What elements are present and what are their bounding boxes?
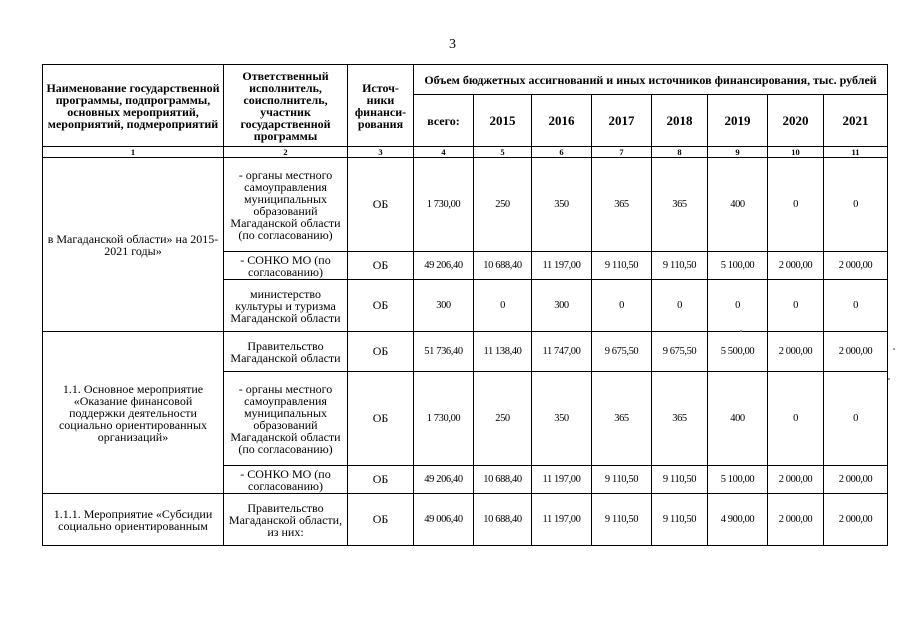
value-cell: 2 000,00 <box>824 252 888 280</box>
executor-cell: Правительство Магаданской области, из них: <box>224 494 348 546</box>
value-cell: 2 000,00 <box>768 494 824 546</box>
value-cell: 2 000,00 <box>824 494 888 546</box>
executor-cell: - органы местного самоуправления муниципальных образований Магаданской области (по согласованию) <box>224 372 348 466</box>
table-row <box>43 158 888 252</box>
column-number: 9 <box>708 147 768 158</box>
value-cell: 9 110,50 <box>652 494 708 546</box>
scan-speck <box>740 330 742 332</box>
source-cell: ОБ <box>348 158 414 252</box>
value-cell: 11 747,00 <box>532 332 592 372</box>
value-cell: 9 110,50 <box>592 466 652 494</box>
value-cell: 400 <box>708 372 768 466</box>
column-number: 10 <box>768 147 824 158</box>
scan-speck <box>893 348 895 350</box>
value-cell: 51 736,40 <box>414 332 474 372</box>
value-cell: 49 006,40 <box>414 494 474 546</box>
column-number: 5 <box>474 147 532 158</box>
header-executor-col: Ответственный исполнитель, соисполнитель, участник государственной программы <box>224 65 348 147</box>
value-cell: 4 900,00 <box>708 494 768 546</box>
executor-cell: - органы местного самоуправления муниципальных образований Магаданской области (по согласованию) <box>224 158 348 252</box>
source-cell: ОБ <box>348 466 414 494</box>
header-year: 2020 <box>768 95 824 147</box>
header-year: 2021 <box>824 95 888 147</box>
value-cell: 250 <box>474 372 532 466</box>
header-year: 2019 <box>708 95 768 147</box>
value-cell: 11 138,40 <box>474 332 532 372</box>
column-numbers-row <box>43 147 888 158</box>
executor-cell: - СОНКО МО (по согласованию) <box>224 466 348 494</box>
value-cell: 0 <box>474 280 532 332</box>
executor-cell: - СОНКО МО (по согласованию) <box>224 252 348 280</box>
value-cell: 0 <box>592 280 652 332</box>
scan-speck <box>888 378 890 380</box>
value-cell: 250 <box>474 158 532 252</box>
program-name-cell: в Магаданской области» на 2015-2021 годы» <box>43 158 224 332</box>
value-cell: 2 000,00 <box>824 332 888 372</box>
value-cell: 365 <box>592 372 652 466</box>
value-cell: 9 110,50 <box>652 252 708 280</box>
source-cell: ОБ <box>348 332 414 372</box>
value-cell: 0 <box>768 158 824 252</box>
value-cell: 365 <box>652 372 708 466</box>
column-number: 7 <box>592 147 652 158</box>
header-volume-col: Объем бюджетных ассигнований и иных источников финансирования, тыс. рублей <box>414 65 888 95</box>
column-number: 1 <box>43 147 224 158</box>
value-cell: 0 <box>824 372 888 466</box>
header-year: 2018 <box>652 95 708 147</box>
program-name-cell: 1.1.1. Мероприятие «Субсидии социально ориентированным <box>43 494 224 546</box>
value-cell: 49 206,40 <box>414 466 474 494</box>
value-cell: 0 <box>768 372 824 466</box>
page-number: 3 <box>449 37 456 52</box>
value-cell: 2 000,00 <box>824 466 888 494</box>
value-cell: 9 675,50 <box>652 332 708 372</box>
header-name-col: Наименование государственной программы, подпрограммы, основных мероприятий, мероприятий, подмероприятий <box>43 65 224 147</box>
budget-table <box>42 64 888 546</box>
header-year: 2015 <box>474 95 532 147</box>
header-year: 2017 <box>592 95 652 147</box>
value-cell: 9 110,50 <box>652 466 708 494</box>
value-cell: 49 206,40 <box>414 252 474 280</box>
header-source-col: Источ-ники финанси-рования <box>348 65 414 147</box>
value-cell: 0 <box>652 280 708 332</box>
executor-cell: министерство культуры и туризма Магаданской области <box>224 280 348 332</box>
value-cell: 0 <box>708 280 768 332</box>
value-cell: 10 688,40 <box>474 494 532 546</box>
column-number: 3 <box>348 147 414 158</box>
value-cell: 300 <box>414 280 474 332</box>
table-row <box>43 332 888 372</box>
value-cell: 5 100,00 <box>708 252 768 280</box>
value-cell: 5 100,00 <box>708 466 768 494</box>
executor-cell: Правительство Магаданской области <box>224 332 348 372</box>
column-number: 4 <box>414 147 474 158</box>
column-number: 6 <box>532 147 592 158</box>
value-cell: 2 000,00 <box>768 332 824 372</box>
value-cell: 10 688,40 <box>474 466 532 494</box>
table-row <box>43 494 888 546</box>
value-cell: 0 <box>824 158 888 252</box>
value-cell: 350 <box>532 158 592 252</box>
value-cell: 5 500,00 <box>708 332 768 372</box>
value-cell: 1 730,00 <box>414 158 474 252</box>
header-total-col: всего: <box>414 95 474 147</box>
value-cell: 365 <box>652 158 708 252</box>
value-cell: 9 675,50 <box>592 332 652 372</box>
value-cell: 11 197,00 <box>532 466 592 494</box>
value-cell: 400 <box>708 158 768 252</box>
source-cell: ОБ <box>348 280 414 332</box>
value-cell: 1 730,00 <box>414 372 474 466</box>
value-cell: 0 <box>768 280 824 332</box>
source-cell: ОБ <box>348 372 414 466</box>
value-cell: 300 <box>532 280 592 332</box>
value-cell: 11 197,00 <box>532 252 592 280</box>
value-cell: 9 110,50 <box>592 494 652 546</box>
column-number: 2 <box>224 147 348 158</box>
value-cell: 365 <box>592 158 652 252</box>
value-cell: 2 000,00 <box>768 252 824 280</box>
value-cell: 10 688,40 <box>474 252 532 280</box>
header-year: 2016 <box>532 95 592 147</box>
source-cell: ОБ <box>348 252 414 280</box>
value-cell: 350 <box>532 372 592 466</box>
column-number: 11 <box>824 147 888 158</box>
source-cell: ОБ <box>348 494 414 546</box>
value-cell: 9 110,50 <box>592 252 652 280</box>
value-cell: 11 197,00 <box>532 494 592 546</box>
value-cell: 2 000,00 <box>768 466 824 494</box>
value-cell: 0 <box>824 280 888 332</box>
program-name-cell: 1.1. Основное мероприятие «Оказание финансовой поддержки деятельности социально ориентированных организаций» <box>43 332 224 494</box>
column-number: 8 <box>652 147 708 158</box>
